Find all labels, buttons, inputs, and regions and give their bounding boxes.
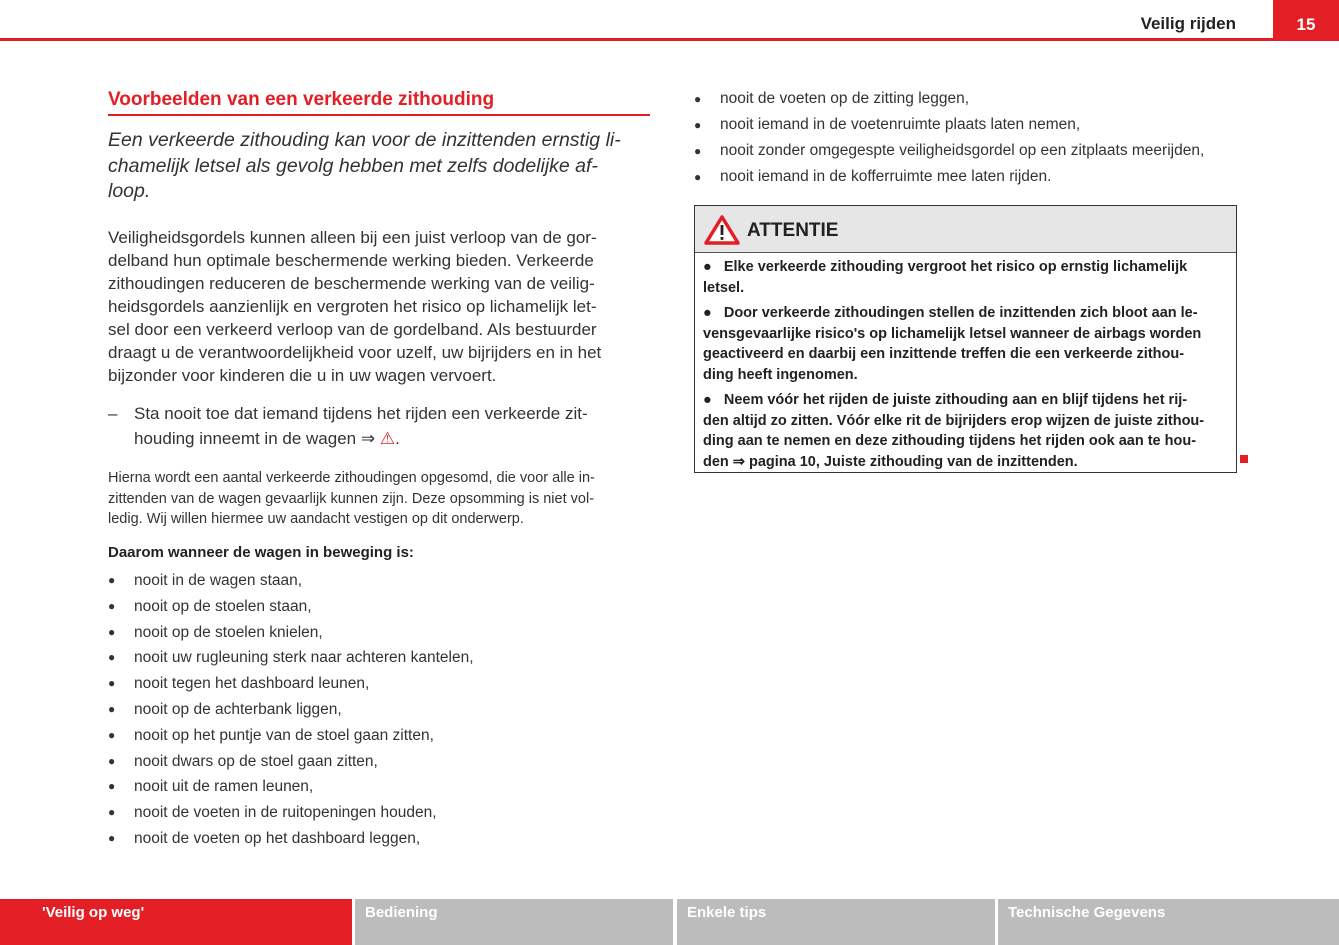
list-item-text: nooit op de achterbank liggen, <box>134 700 342 718</box>
warning-box <box>694 205 1237 473</box>
list-item <box>108 774 474 800</box>
paragraph-line: sel door een verkeerd verloop van de gordelband. Als bestuurder <box>108 320 597 339</box>
paragraph-line: Veiligheidsgordels kunnen alleen bij een juist verloop van de gor- <box>108 228 597 247</box>
bullet-icon: ● <box>108 753 116 768</box>
footer-tab-technische-gegevens[interactable] <box>998 899 1339 945</box>
bullet-icon: ● <box>694 170 702 184</box>
note-paragraph <box>108 468 595 530</box>
tab-label: Enkele tips <box>687 904 767 921</box>
note-line: zittenden van de wagen gevaarlijk kunnen zijn. Deze opsomming is niet vol- <box>108 490 595 507</box>
section-title: Voorbeelden van een verkeerde zithouding <box>108 89 650 116</box>
list-item-text: nooit de voeten in de ruitopeningen houden, <box>134 804 437 822</box>
warning-line: ● Elke verkeerde zithouding vergroot het risico op ernstig lichamelijk <box>703 259 1188 275</box>
warning-paragraph <box>703 390 1228 472</box>
note-line: Hierna wordt een aantal verkeerde zithoudingen opgesomd, die voor alle in- <box>108 470 595 486</box>
warning-reference-icon[interactable]: ⚠ <box>379 429 396 448</box>
note-line: ledig. Wij willen hiermee uw aandacht vestigen op dit onderwerp. <box>108 511 524 527</box>
body-paragraph <box>108 226 601 387</box>
list-item-text: nooit op het puntje van de stoel gaan zitten, <box>134 726 434 744</box>
paragraph-line: heidsgordels aanzienlijk en vergroten het risico op lichamelijk let- <box>108 297 597 316</box>
warning-line: ding aan te nemen en deze zithouding tijdens het rijden ook aan te hou- <box>703 433 1197 449</box>
paragraph-line: delband hun optimale beschermende werking bieden. Verkeerde <box>108 251 594 270</box>
list-item-text: nooit iemand in de kofferruimte mee laten rijden. <box>720 168 1052 185</box>
instruction-item <box>108 401 588 451</box>
section-end-marker <box>1240 455 1248 463</box>
header-rule <box>0 38 1339 41</box>
warning-header <box>695 206 1236 253</box>
warning-line: vensgevaarlijke risico's op lichamelijk letsel wanneer de airbags worden <box>703 325 1202 342</box>
list-item-text: nooit op de stoelen staan, <box>134 597 312 615</box>
list-item-text: nooit tegen het dashboard leunen, <box>134 675 370 693</box>
bullet-icon: ● <box>694 144 702 158</box>
paragraph-line: bijzonder voor kinderen die u in uw wagen vervoert. <box>108 366 497 385</box>
intro-line: loop. <box>108 180 151 202</box>
tab-label: Technische Gegevens <box>1008 904 1166 921</box>
list-item-text: nooit in de wagen staan, <box>134 572 303 589</box>
bullet-list-left <box>108 568 474 852</box>
tab-label: 'Veilig op weg' <box>42 904 145 921</box>
footer-tab-enkele-tips[interactable] <box>677 899 995 945</box>
warning-body <box>695 253 1236 472</box>
bullet-list-right <box>694 86 1204 190</box>
list-item-text: nooit de voeten op het dashboard leggen, <box>134 829 421 847</box>
instruction-line: houding inneemt in de wagen ⇒ <box>134 429 376 448</box>
bullet-icon: ● <box>108 830 116 845</box>
warning-line: den altijd zo zitten. Vóór elke rit de bijrijders erop wijzen de juiste zithou- <box>703 412 1205 429</box>
list-item-text: nooit op de stoelen knielen, <box>134 623 323 641</box>
bullet-icon: ● <box>694 92 702 106</box>
list-item <box>694 112 1204 138</box>
list-item <box>694 164 1204 190</box>
intro-line: Een verkeerde zithouding kan voor de inzittenden ernstig li- <box>108 129 621 151</box>
footer-tab-veilig-op-weg[interactable] <box>0 899 352 945</box>
bullet-icon: ● <box>108 573 116 587</box>
list-item <box>108 826 474 852</box>
warning-line: den ⇒ pagina 10, Juiste zithouding van de inzittenden. <box>703 453 1078 470</box>
warning-paragraph <box>703 303 1228 385</box>
list-item-text: nooit uw rugleuning sterk naar achteren kantelen, <box>134 649 474 667</box>
bullet-icon: ● <box>108 598 116 613</box>
list-item <box>108 697 474 723</box>
list-item <box>694 86 1204 112</box>
list-heading: Daarom wanneer de wagen in beweging is: <box>108 544 414 561</box>
bullet-icon: ● <box>108 727 116 742</box>
bullet-icon: ● <box>108 676 116 691</box>
warning-triangle-icon <box>703 214 741 246</box>
intro-line: chamelijk letsel als gevolg hebben met zelfs dodelijke af- <box>108 154 598 177</box>
warning-line: ● Neem vóór het rijden de juiste zithouding aan en blijf tijdens het rij- <box>703 392 1188 408</box>
warning-line: geactiveerd en daarbij een inzittende treffen die een verkeerde zithou- <box>703 346 1185 362</box>
list-item <box>108 749 474 775</box>
footer-tab-bediening[interactable] <box>355 899 673 945</box>
list-item <box>108 645 474 671</box>
paragraph-line: zithoudingen reduceren de beschermende werking van de veilig- <box>108 274 595 293</box>
list-item <box>108 800 474 826</box>
list-item-text: nooit uit de ramen leunen, <box>134 778 314 796</box>
instruction-end: . <box>395 429 400 448</box>
list-item <box>694 138 1204 164</box>
list-item <box>108 723 474 749</box>
paragraph-line: draagt u de verantwoordelijkheid voor uzelf, uw bijrijders en in het <box>108 343 602 362</box>
list-item <box>108 620 474 646</box>
instruction-line: Sta nooit toe dat iemand tijdens het rijden een verkeerde zit- <box>134 404 588 423</box>
warning-line: ● Door verkeerde zithoudingen stellen de inzittenden zich bloot aan le- <box>703 305 1198 321</box>
tab-label: Bediening <box>365 904 438 921</box>
list-item-text: nooit de voeten op de zitting leggen, <box>720 90 970 107</box>
list-item-text: nooit zonder omgegespte veiligheidsgordel op een zitplaats meerijden, <box>720 142 1205 159</box>
bullet-icon: ● <box>108 624 116 639</box>
warning-line: ding heeft ingenomen. <box>703 366 858 383</box>
warning-line: letsel. <box>703 279 745 296</box>
list-item <box>108 568 474 594</box>
warning-paragraph <box>703 257 1228 298</box>
chapter-title: Veilig rijden <box>1140 14 1236 33</box>
list-item-text: nooit iemand in de voetenruimte plaats laten nemen, <box>720 116 1081 133</box>
intro-text <box>108 128 621 205</box>
list-item <box>108 671 474 697</box>
page-number: 15 <box>1273 0 1339 40</box>
list-item <box>108 594 474 620</box>
bullet-icon: ● <box>694 118 702 132</box>
bullet-icon: ● <box>108 805 116 820</box>
list-item-text: nooit dwars op de stoel gaan zitten, <box>134 752 378 770</box>
bullet-icon: ● <box>108 650 116 665</box>
bullet-icon: ● <box>108 701 116 716</box>
warning-title: ATTENTIE <box>747 220 839 241</box>
dash-mark: – <box>108 404 118 423</box>
bullet-icon: ● <box>108 779 116 794</box>
